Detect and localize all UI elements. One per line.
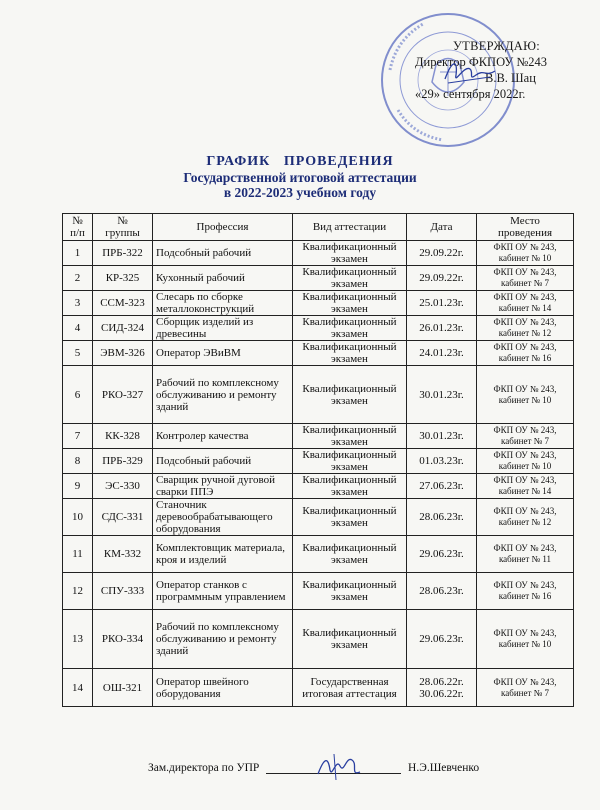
location-cell: ФКП ОУ № 243, кабинет № 12 bbox=[477, 499, 574, 536]
profession-cell: Кухонный рабочий bbox=[153, 266, 293, 291]
location-cell: ФКП ОУ № 243, кабинет № 14 bbox=[477, 291, 574, 316]
deputy-signature bbox=[314, 750, 364, 784]
date-cell: 28.06.22г. 30.06.22г. bbox=[407, 669, 477, 707]
profession-cell: Подсобный рабочий bbox=[153, 449, 293, 474]
date-cell: 29.09.22г. bbox=[407, 241, 477, 266]
row-number-cell: 9 bbox=[63, 474, 93, 499]
row-number-cell: 14 bbox=[63, 669, 93, 707]
date-cell: 30.01.23г. bbox=[407, 366, 477, 424]
attestation-type-cell: Квалификационный экзамен bbox=[293, 266, 407, 291]
table-row bbox=[63, 341, 574, 366]
table-row bbox=[63, 610, 574, 669]
group-cell: СПУ-333 bbox=[93, 573, 153, 610]
profession-cell: Сборщик изделий из древесины bbox=[153, 316, 293, 341]
profession-cell: Подсобный рабочий bbox=[153, 241, 293, 266]
table-row bbox=[63, 366, 574, 424]
document-heading bbox=[0, 153, 600, 200]
table-row bbox=[63, 499, 574, 536]
table-row bbox=[63, 291, 574, 316]
location-cell: ФКП ОУ № 243, кабинет № 10 bbox=[477, 449, 574, 474]
date-cell: 01.03.23г. bbox=[407, 449, 477, 474]
date-cell: 24.01.23г. bbox=[407, 341, 477, 366]
profession-cell: Комплектовщик материала, кроя и изделий bbox=[153, 536, 293, 573]
footer-position: Зам.директора по УПР bbox=[148, 762, 260, 774]
location-cell: ФКП ОУ № 243, кабинет № 10 bbox=[477, 241, 574, 266]
date-cell: 29.06.23г. bbox=[407, 610, 477, 669]
group-cell: КМ-332 bbox=[93, 536, 153, 573]
location-cell: ФКП ОУ № 243, кабинет № 7 bbox=[477, 669, 574, 707]
row-number-cell: 1 bbox=[63, 241, 93, 266]
date-cell: 29.09.22г. bbox=[407, 266, 477, 291]
header-cell: № п/п bbox=[63, 214, 93, 241]
approval-position: Директор ФКПОУ №243 bbox=[415, 55, 548, 69]
row-number-cell: 6 bbox=[63, 366, 93, 424]
attestation-type-cell: Государственная итоговая аттестация bbox=[293, 669, 407, 707]
footer-name: Н.Э.Шевченко bbox=[408, 762, 480, 774]
date-cell: 30.01.23г. bbox=[407, 424, 477, 449]
row-number-cell: 8 bbox=[63, 449, 93, 474]
profession-cell: Контролер качества bbox=[153, 424, 293, 449]
group-cell: ПРБ-329 bbox=[93, 449, 153, 474]
row-number-cell: 12 bbox=[63, 573, 93, 610]
attestation-type-cell: Квалификационный экзамен bbox=[293, 341, 407, 366]
approval-title: УТВЕРЖДАЮ: bbox=[453, 39, 541, 53]
attestation-type-cell: Квалификационный экзамен bbox=[293, 449, 407, 474]
group-cell: ЭВМ-326 bbox=[93, 341, 153, 366]
attestation-type-cell: Квалификационный экзамен bbox=[293, 366, 407, 424]
table-row bbox=[63, 316, 574, 341]
table-row bbox=[63, 536, 574, 573]
row-number-cell: 10 bbox=[63, 499, 93, 536]
table-row bbox=[63, 573, 574, 610]
location-cell: ФКП ОУ № 243, кабинет № 10 bbox=[477, 610, 574, 669]
header-cell: Место проведения bbox=[477, 214, 574, 241]
date-cell: 29.06.23г. bbox=[407, 536, 477, 573]
group-cell: РКО-334 bbox=[93, 610, 153, 669]
header-cell: Профессия bbox=[153, 214, 293, 241]
header-cell: Вид аттестации bbox=[293, 214, 407, 241]
attestation-type-cell: Квалификационный экзамен bbox=[293, 316, 407, 341]
header-cell: Дата bbox=[407, 214, 477, 241]
attestation-type-cell: Квалификационный экзамен bbox=[293, 499, 407, 536]
attestation-type-cell: Квалификационный экзамен bbox=[293, 291, 407, 316]
row-number-cell: 3 bbox=[63, 291, 93, 316]
header-cell: № группы bbox=[93, 214, 153, 241]
approval-name: В.В. Шац bbox=[485, 71, 536, 85]
attestation-type-cell: Квалификационный экзамен bbox=[293, 573, 407, 610]
date-cell: 25.01.23г. bbox=[407, 291, 477, 316]
profession-cell: Оператор станков с программным управлением bbox=[153, 573, 293, 610]
profession-cell: Слесарь по сборке металлоконструкций bbox=[153, 291, 293, 316]
group-cell: РКО-327 bbox=[93, 366, 153, 424]
group-cell: ОШ-321 bbox=[93, 669, 153, 707]
attestation-type-cell: Квалификационный экзамен bbox=[293, 610, 407, 669]
location-cell: ФКП ОУ № 243, кабинет № 16 bbox=[477, 341, 574, 366]
profession-cell: Оператор швейного оборудования bbox=[153, 669, 293, 707]
profession-cell: Сварщик ручной дуговой сварки ППЭ bbox=[153, 474, 293, 499]
attestation-type-cell: Квалификационный экзамен bbox=[293, 424, 407, 449]
row-number-cell: 5 bbox=[63, 341, 93, 366]
group-cell: КР-325 bbox=[93, 266, 153, 291]
location-cell: ФКП ОУ № 243, кабинет № 7 bbox=[477, 266, 574, 291]
date-cell: 27.06.23г. bbox=[407, 474, 477, 499]
profession-cell: Станочник деревообрабатывающего оборудования bbox=[153, 499, 293, 536]
table-header-row bbox=[63, 214, 574, 241]
row-number-cell: 4 bbox=[63, 316, 93, 341]
location-cell: ФКП ОУ № 243, кабинет № 12 bbox=[477, 316, 574, 341]
location-cell: ФКП ОУ № 243, кабинет № 14 bbox=[477, 474, 574, 499]
heading-title: ГРАФИК ПРОВЕДЕНИЯ bbox=[206, 154, 394, 169]
group-cell: ССМ-323 bbox=[93, 291, 153, 316]
date-cell: 28.06.23г. bbox=[407, 573, 477, 610]
table-row bbox=[63, 474, 574, 499]
table-row bbox=[63, 241, 574, 266]
attestation-type-cell: Квалификационный экзамен bbox=[293, 536, 407, 573]
row-number-cell: 13 bbox=[63, 610, 93, 669]
approval-date: «29» сентября 2022г. bbox=[415, 87, 526, 101]
row-number-cell: 7 bbox=[63, 424, 93, 449]
location-cell: ФКП ОУ № 243, кабинет № 7 bbox=[477, 424, 574, 449]
heading-subtitle: Государственной итоговой аттестации bbox=[183, 170, 417, 185]
group-cell: КК-328 bbox=[93, 424, 153, 449]
profession-cell: Рабочий по комплексному обслуживанию и ремонту зданий bbox=[153, 610, 293, 669]
table-row bbox=[63, 424, 574, 449]
group-cell: СИД-324 bbox=[93, 316, 153, 341]
heading-year: в 2022-2023 учебном году bbox=[223, 185, 377, 200]
row-number-cell: 11 bbox=[63, 536, 93, 573]
group-cell: ПРБ-322 bbox=[93, 241, 153, 266]
group-cell: ЭС-330 bbox=[93, 474, 153, 499]
attestation-type-cell: Квалификационный экзамен bbox=[293, 474, 407, 499]
group-cell: СДС-331 bbox=[93, 499, 153, 536]
location-cell: ФКП ОУ № 243, кабинет № 10 bbox=[477, 366, 574, 424]
director-signature bbox=[440, 55, 500, 89]
profession-cell: Оператор ЭВиВМ bbox=[153, 341, 293, 366]
schedule-table bbox=[62, 213, 574, 707]
date-cell: 28.06.23г. bbox=[407, 499, 477, 536]
table-row bbox=[63, 266, 574, 291]
attestation-type-cell: Квалификационный экзамен bbox=[293, 241, 407, 266]
location-cell: ФКП ОУ № 243, кабинет № 11 bbox=[477, 536, 574, 573]
profession-cell: Рабочий по комплексному обслуживанию и ремонту зданий bbox=[153, 366, 293, 424]
table-row bbox=[63, 669, 574, 707]
date-cell: 26.01.23г. bbox=[407, 316, 477, 341]
row-number-cell: 2 bbox=[63, 266, 93, 291]
location-cell: ФКП ОУ № 243, кабинет № 16 bbox=[477, 573, 574, 610]
table-row bbox=[63, 449, 574, 474]
